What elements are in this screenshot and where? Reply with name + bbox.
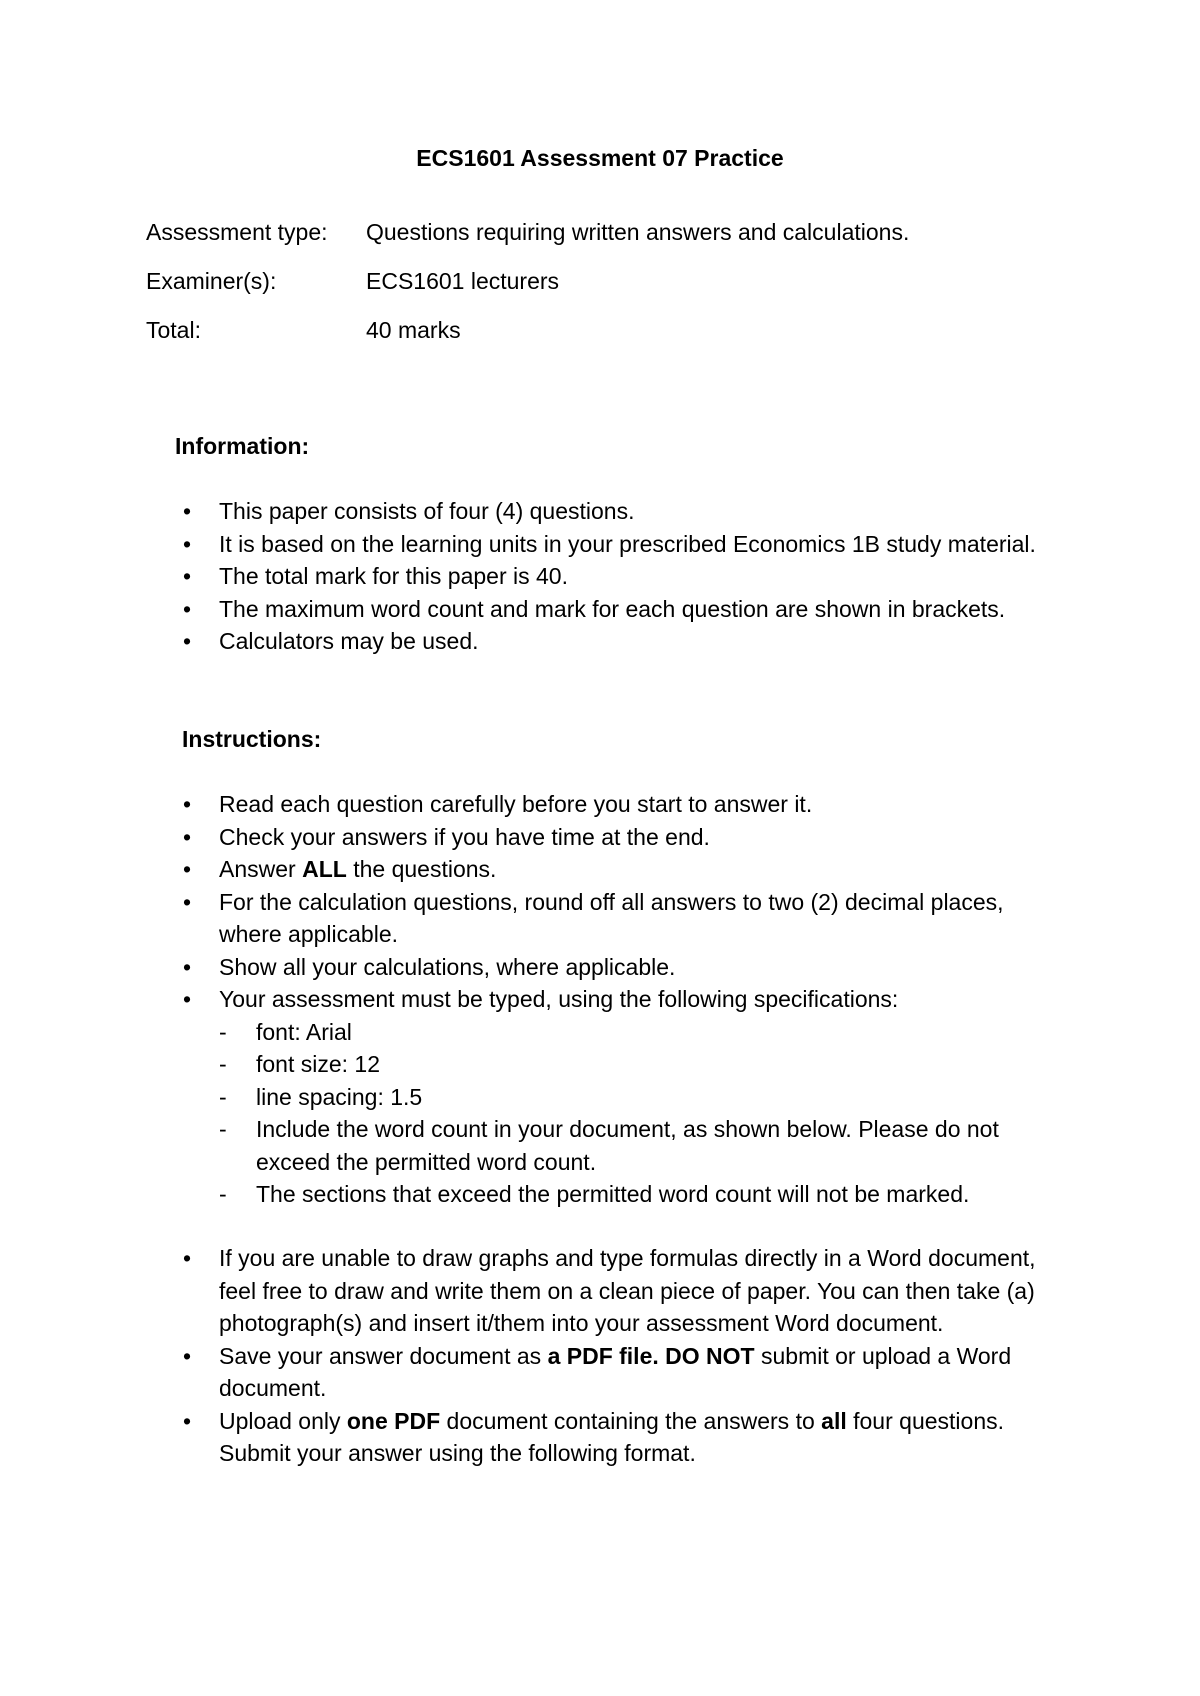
dash-icon: -: [219, 1051, 227, 1077]
meta-value: 40 marks: [366, 317, 461, 343]
bullet-icon: •: [183, 888, 192, 915]
dash-icon: -: [219, 1116, 227, 1142]
specifications-list: [219, 1016, 1070, 1211]
list-item: • The total mark for this paper is 40.: [0, 560, 1200, 593]
meta-examiners: [146, 266, 1106, 296]
spec-item: - font: Arial: [219, 1016, 1070, 1049]
dash-icon: -: [219, 1181, 227, 1207]
list-item: • Answer ALL the questions.: [0, 853, 1200, 886]
instructions-heading: Instructions:: [182, 726, 322, 752]
spec-item: - line spacing: 1.5: [219, 1081, 1070, 1114]
document-title: ECS1601 Assessment 07 Practice: [416, 145, 784, 171]
bullet-icon: •: [183, 628, 192, 654]
bullet-icon: •: [183, 563, 192, 589]
meta-label: Assessment type:: [146, 219, 328, 245]
list-item: • The maximum word count and mark for each question are shown in brackets.: [0, 593, 1200, 626]
meta-value: Questions requiring written answers and calculations.: [366, 219, 910, 245]
list-item: • Upload only one PDF document containing the answers to all four questions. Submit your answer using the following format.: [0, 1405, 1200, 1470]
meta-total: [146, 315, 1106, 345]
bullet-icon: •: [183, 986, 192, 1012]
list-item: • It is based on the learning units in your prescribed Economics 1B study material.: [0, 528, 1200, 561]
bullet-icon: •: [183, 823, 192, 850]
submission-list: [0, 1242, 1200, 1470]
bullet-icon: •: [183, 953, 192, 980]
meta-assessment-type: [146, 217, 1106, 247]
bullet-icon: •: [183, 791, 192, 817]
list-item: • If you are unable to draw graphs and type formulas directly in a Word document, feel free to draw and write them on a clean piece of paper. You can then take (a) photograph(s) and insert it/them into your assessment Word document.: [0, 1242, 1200, 1340]
instructions-list: [0, 788, 1200, 1211]
list-item: • Your assessment must be typed, using the following specifications: - font: Arial - font size: 12 - line spacing: 1.5 - Include the word count in your document, as shown below. Please do not exceed the permitted word count. - The sections that exceed the permitted word count will not be marked.: [0, 983, 1200, 1211]
spec-item: - font size: 12: [219, 1048, 1070, 1081]
spec-item: - Include the word count in your document, as shown below. Please do not exceed the permitted word count.: [219, 1113, 1070, 1178]
list-item: • Calculators may be used.: [0, 625, 1200, 658]
information-heading: Information:: [175, 433, 310, 459]
list-item: • Show all your calculations, where applicable.: [0, 951, 1200, 984]
dash-icon: -: [219, 1083, 227, 1110]
bullet-icon: •: [183, 856, 192, 882]
meta-label: Total:: [146, 317, 201, 343]
meta-label: Examiner(s):: [146, 268, 277, 294]
information-list: [0, 495, 1200, 658]
list-item: • This paper consists of four (4) questions.: [0, 495, 1200, 528]
spec-item: - The sections that exceed the permitted word count will not be marked.: [219, 1178, 1070, 1211]
bullet-icon: •: [183, 530, 192, 557]
list-item: • Save your answer document as a PDF file. DO NOT submit or upload a Word document.: [0, 1340, 1200, 1405]
bullet-icon: •: [183, 595, 192, 622]
bullet-icon: •: [183, 498, 192, 524]
dash-icon: -: [219, 1018, 227, 1045]
bullet-icon: •: [183, 1342, 192, 1369]
list-item: • Read each question carefully before you start to answer it.: [0, 788, 1200, 821]
bullet-icon: •: [183, 1407, 192, 1434]
bullet-icon: •: [183, 1245, 192, 1271]
meta-value: ECS1601 lecturers: [366, 268, 560, 294]
list-item: • For the calculation questions, round off all answers to two (2) decimal places, where applicable.: [0, 886, 1200, 951]
list-item: • Check your answers if you have time at the end.: [0, 821, 1200, 854]
